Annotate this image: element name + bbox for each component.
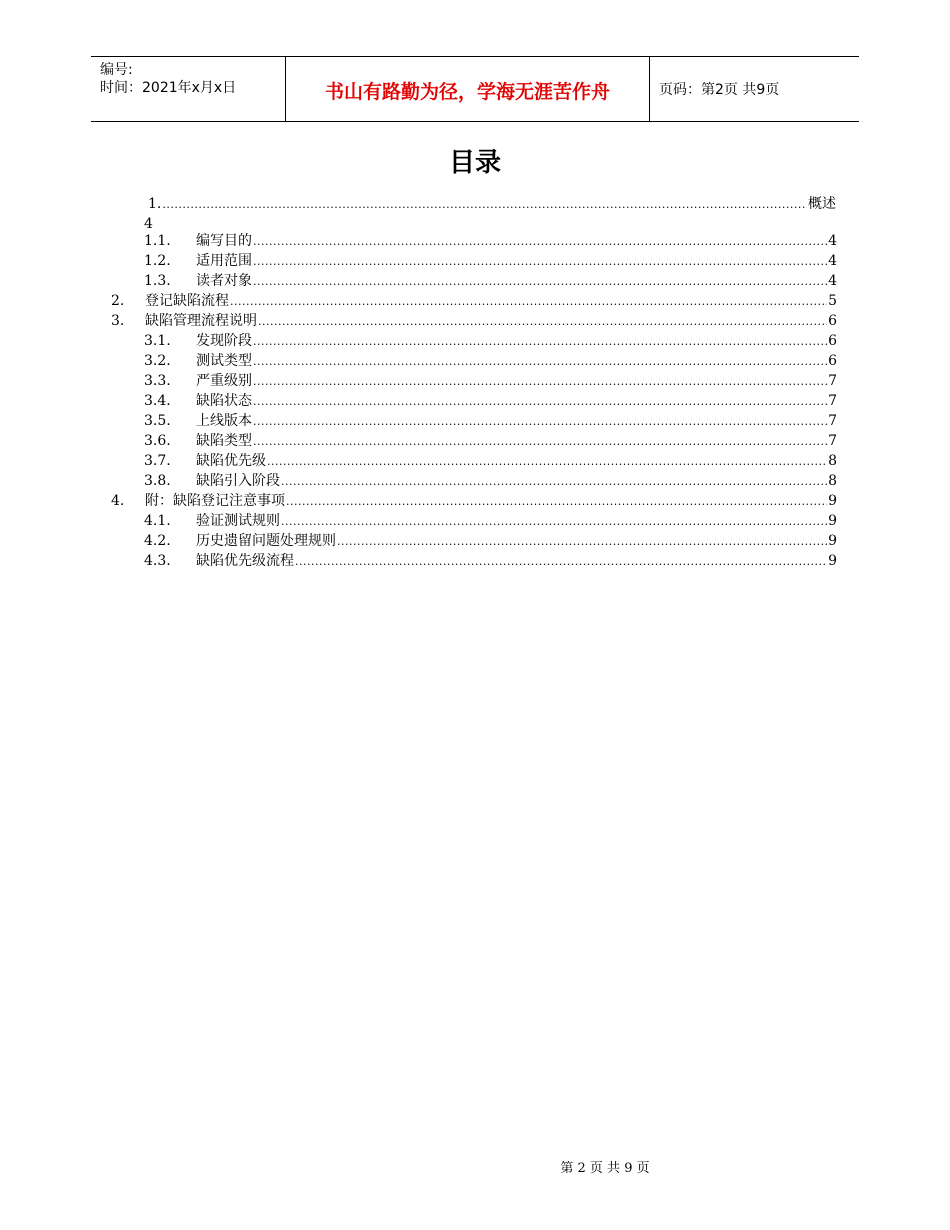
toc-entry-number: 3.6.	[144, 433, 171, 449]
toc-entry[interactable]	[144, 471, 837, 491]
toc-entry[interactable]	[144, 351, 837, 371]
toc-entry-number: 3.	[111, 313, 125, 329]
toc-entry-page: 4	[828, 273, 837, 289]
toc-entry-page: 5	[828, 293, 837, 309]
toc-entry-page: 9	[828, 533, 837, 549]
toc-entry-label: 上线版本	[196, 413, 252, 429]
toc-entry-number: 4.3.	[144, 553, 171, 569]
toc-entry-label: 缺陷类型	[196, 433, 252, 449]
toc-entry-label: 读者对象	[196, 273, 252, 289]
toc-entry-number: 4.1.	[144, 513, 171, 529]
toc-entry-number: 3.3.	[144, 373, 171, 389]
toc-leader-dots	[253, 412, 827, 432]
toc-entry[interactable]	[111, 491, 837, 511]
toc-entry-number: 3.7.	[144, 453, 171, 469]
toc-leader-dots	[253, 232, 827, 252]
doc-number-label: 编号:	[100, 62, 133, 78]
toc-entry-number: 3.4.	[144, 393, 171, 409]
toc-leader-dots	[253, 252, 827, 272]
toc-leader-dots	[253, 272, 827, 292]
toc-entry-page: 7	[828, 393, 837, 409]
toc-entry[interactable]	[144, 271, 837, 291]
toc-entry-number: 2.	[111, 293, 125, 309]
toc-entry[interactable]	[144, 511, 837, 531]
toc-entry-number: 1.1.	[144, 233, 171, 249]
toc-entry-page: 8	[828, 473, 837, 489]
toc-leader-dots	[162, 195, 807, 215]
toc-entry-number: 1.2.	[144, 253, 171, 269]
toc-entry[interactable]	[144, 531, 837, 551]
toc-entry-page: 4	[828, 253, 837, 269]
toc-entry[interactable]	[144, 371, 837, 391]
toc-entry-number: 3.1.	[144, 333, 171, 349]
toc-entry-label: 严重级别	[196, 373, 252, 389]
toc-leader-dots	[230, 292, 827, 312]
toc-entry-page: 9	[828, 493, 837, 509]
toc-entry[interactable]	[111, 291, 837, 311]
toc-leader-dots	[253, 332, 827, 352]
toc-entry-page: 6	[828, 313, 837, 329]
toc-title: 目录	[448, 148, 501, 178]
toc-entry-number: 3.8.	[144, 473, 171, 489]
toc-entry-page: 9	[828, 513, 837, 529]
toc-entry-page: 4	[828, 233, 837, 249]
toc-entry-page: 6	[828, 353, 837, 369]
toc-entry-page: 9	[828, 553, 837, 569]
toc-entry[interactable]	[144, 251, 837, 271]
toc-leader-dots	[258, 312, 827, 332]
header-page-info: 页码：第2页 共9页	[659, 82, 780, 98]
toc-entry-label: 历史遗留问题处理规则	[196, 533, 336, 549]
footer-page-number: 第 2 页 共 9 页	[560, 1161, 650, 1176]
toc-entry-label: 缺陷引入阶段	[196, 473, 280, 489]
toc-entry[interactable]	[144, 231, 837, 251]
toc-entry-page: 8	[828, 453, 837, 469]
toc-entry-label: 编写目的	[196, 233, 252, 249]
toc-entry-1[interactable]	[148, 194, 836, 214]
toc-leader-dots	[281, 512, 827, 532]
toc-entry-label: 验证测试规则	[196, 513, 280, 529]
toc-entry-number: 1.	[148, 196, 162, 212]
toc-leader-dots	[281, 472, 827, 492]
toc-entry-number: 3.2.	[144, 353, 171, 369]
toc-entry-label: 概述	[808, 196, 836, 212]
toc-entry-label: 发现阶段	[196, 333, 252, 349]
toc-entry-label: 测试类型	[196, 353, 252, 369]
toc-entry-label: 缺陷优先级流程	[196, 553, 294, 569]
toc-entry-label: 缺陷优先级	[196, 453, 266, 469]
toc-entry-label: 登记缺陷流程	[145, 293, 229, 309]
toc-entry[interactable]	[144, 411, 837, 431]
toc-entry-number: 3.5.	[144, 413, 171, 429]
toc-entry-label: 适用范围	[196, 253, 252, 269]
toc-entry-label: 附：缺陷登记注意事项	[145, 493, 285, 509]
toc-entry-number: 4.	[111, 493, 125, 509]
toc-entry-label: 缺陷状态	[196, 393, 252, 409]
toc-entry-1-page: 4	[144, 216, 153, 232]
toc-leader-dots	[253, 372, 827, 392]
toc-entry-label: 缺陷管理流程说明	[145, 313, 257, 329]
toc-entry-page: 7	[828, 413, 837, 429]
toc-leader-dots	[253, 432, 827, 452]
toc-entry-page: 7	[828, 373, 837, 389]
toc-entry[interactable]	[111, 311, 837, 331]
toc-entry-page: 6	[828, 333, 837, 349]
toc-leader-dots	[337, 532, 827, 552]
toc-entry[interactable]	[144, 431, 837, 451]
toc-leader-dots	[286, 492, 827, 512]
page-header	[91, 56, 859, 122]
toc-leader-dots	[295, 552, 827, 572]
toc-entry[interactable]	[144, 551, 837, 571]
header-motto: 书山有路勤为径，学海无涯苦作舟	[286, 57, 650, 121]
page-footer	[0, 1157, 950, 1176]
toc-leader-dots	[253, 392, 827, 412]
header-meta	[91, 57, 286, 121]
toc-entry[interactable]	[144, 451, 837, 471]
toc-entry[interactable]	[144, 391, 837, 411]
time-label: 时间：2021年x月x日	[100, 80, 237, 96]
toc-leader-dots	[253, 352, 827, 372]
toc-entry[interactable]	[144, 331, 837, 351]
toc-leader-dots	[267, 452, 827, 472]
toc-entry-number: 1.3.	[144, 273, 171, 289]
toc-entry-number: 4.2.	[144, 533, 171, 549]
toc-entry-page: 7	[828, 433, 837, 449]
